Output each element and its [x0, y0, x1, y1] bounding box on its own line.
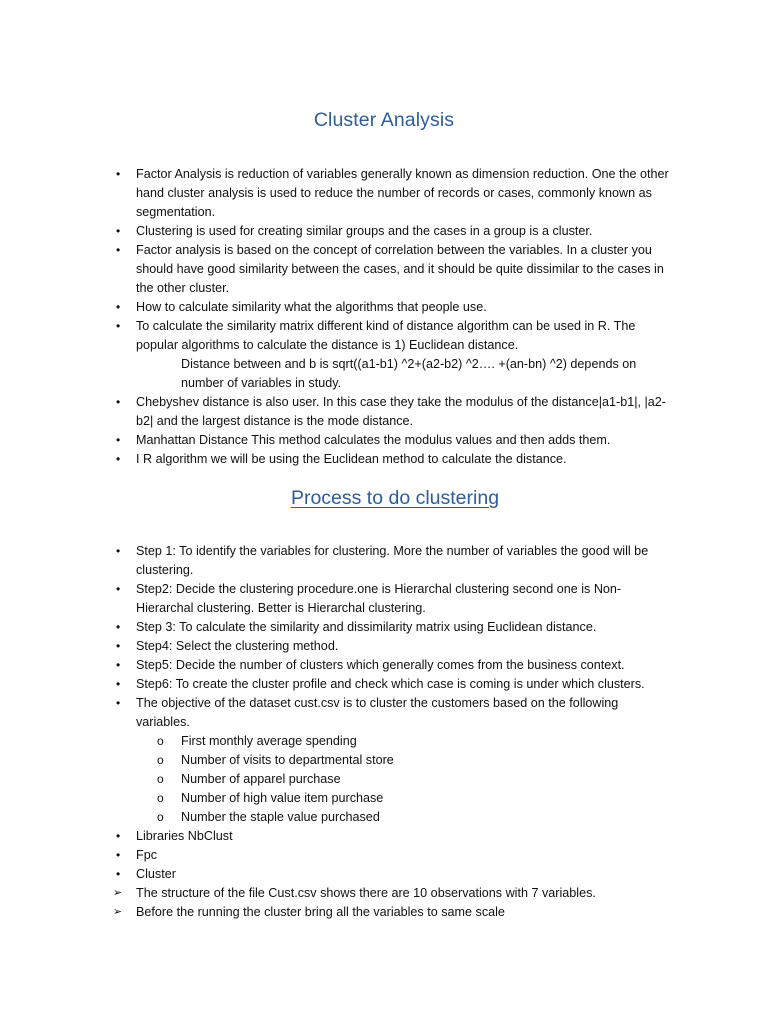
sub-list-item: o Number of high value item purchase	[0, 789, 768, 808]
list-item: • Factor analysis is based on the concept of correlation between the variables. In a cluster you should have good similarity between the cases, and it should be quite dissimilar to the cases in the other cluster.	[116, 243, 664, 295]
bullet-icon: •	[116, 639, 121, 653]
steps-list	[0, 542, 768, 922]
arrow-bullet-icon: ➢	[113, 906, 123, 918]
arrow-list-item: ➢ Before the running the cluster bring all the variables to same scale	[0, 903, 768, 922]
page-title: Cluster Analysis	[313, 109, 455, 131]
bullet-icon: •	[116, 167, 121, 181]
sub-list-item: o First monthly average spending	[0, 732, 768, 751]
list-item: • Step2: Decide the clustering procedure.one is Hierarchal clustering second one is Non-Hierarchal clustering. Better is Hierarchal clustering.	[116, 582, 622, 615]
bullet-icon: •	[116, 677, 121, 691]
bullet-icon: •	[116, 658, 121, 672]
bullet-icon: •	[116, 319, 121, 333]
list-item: • How to calculate similarity what the algorithms that people use.	[0, 298, 768, 317]
bullet-icon: •	[116, 224, 121, 238]
circle-bullet-icon: o	[157, 734, 164, 748]
list-item: • Step 3: To calculate the similarity and dissimilarity matrix using Euclidean distance.	[0, 618, 768, 637]
list-item: • Factor Analysis is reduction of variables generally known as dimension reduction. One the other hand cluster analysis is used to reduce the number of records or cases, commonly known as segmentation.	[116, 167, 669, 219]
circle-bullet-icon: o	[157, 772, 164, 786]
bullet-icon: •	[116, 243, 121, 257]
list-item: • Fpc	[0, 846, 768, 865]
sub-list-item: o Number of apparel purchase	[0, 770, 768, 789]
bullet-icon: •	[116, 696, 121, 710]
bullet-icon: •	[116, 300, 121, 314]
list-item: • Chebyshev distance is also user. In this case they take the modulus of the distance|a1-b1|, |a2-b2| and the largest distance is the mode distance.	[116, 395, 666, 428]
bullet-icon: •	[116, 544, 121, 558]
circle-bullet-icon: o	[157, 753, 164, 767]
list-item: • To calculate the similarity matrix different kind of distance algorithm can be used in R. The popular algorithms to calculate the distance is 1) Euclidean distance.	[116, 319, 636, 352]
list-item: • Cluster	[0, 865, 768, 884]
bullet-icon: •	[116, 848, 121, 862]
list-item: • The objective of the dataset cust.csv is to cluster the customers based on the following variables.	[116, 696, 619, 729]
circle-bullet-icon: o	[157, 810, 164, 824]
list-item: • Step4: Select the clustering method.	[0, 637, 768, 656]
bullet-icon: •	[116, 395, 121, 409]
bullet-icon: •	[116, 452, 121, 466]
intro-list	[0, 165, 768, 469]
arrow-bullet-icon: ➢	[113, 887, 123, 899]
circle-bullet-icon: o	[157, 791, 164, 805]
sub-list-item: o Number the staple value purchased	[0, 808, 768, 827]
list-item: • Step 1: To identify the variables for clustering. More the number of variables the good will be clustering.	[116, 544, 649, 577]
sub-list-item: o Number of visits to departmental store	[0, 751, 768, 770]
bullet-icon: •	[116, 867, 121, 881]
arrow-list-item: ➢ The structure of the file Cust.csv shows there are 10 observations with 7 variables.	[0, 884, 768, 903]
list-item: • I R algorithm we will be using the Euclidean method to calculate the distance.	[0, 450, 768, 469]
bullet-icon: •	[116, 829, 121, 843]
list-item: • Libraries NbClust	[0, 827, 768, 846]
bullet-icon: •	[116, 582, 121, 596]
bullet-icon: •	[116, 433, 121, 447]
list-item: • Manhattan Distance This method calculates the modulus values and then adds them.	[0, 431, 768, 450]
section-heading-process: Process to do clustering	[290, 487, 500, 509]
list-item: • Step6: To create the cluster profile and check which case is coming is under which clusters.	[0, 675, 768, 694]
list-item: • Clustering is used for creating similar groups and the cases in a group is a cluster.	[0, 222, 768, 241]
list-item: • Step5: Decide the number of clusters which generally comes from the business context.	[0, 656, 768, 675]
euclidean-formula-note: Distance between and b is sqrt((a1-b1) ^2+(a2-b2) ^2…. +(an-bn) ^2) depends on number of variables in study.	[181, 357, 637, 390]
bullet-icon: •	[116, 620, 121, 634]
